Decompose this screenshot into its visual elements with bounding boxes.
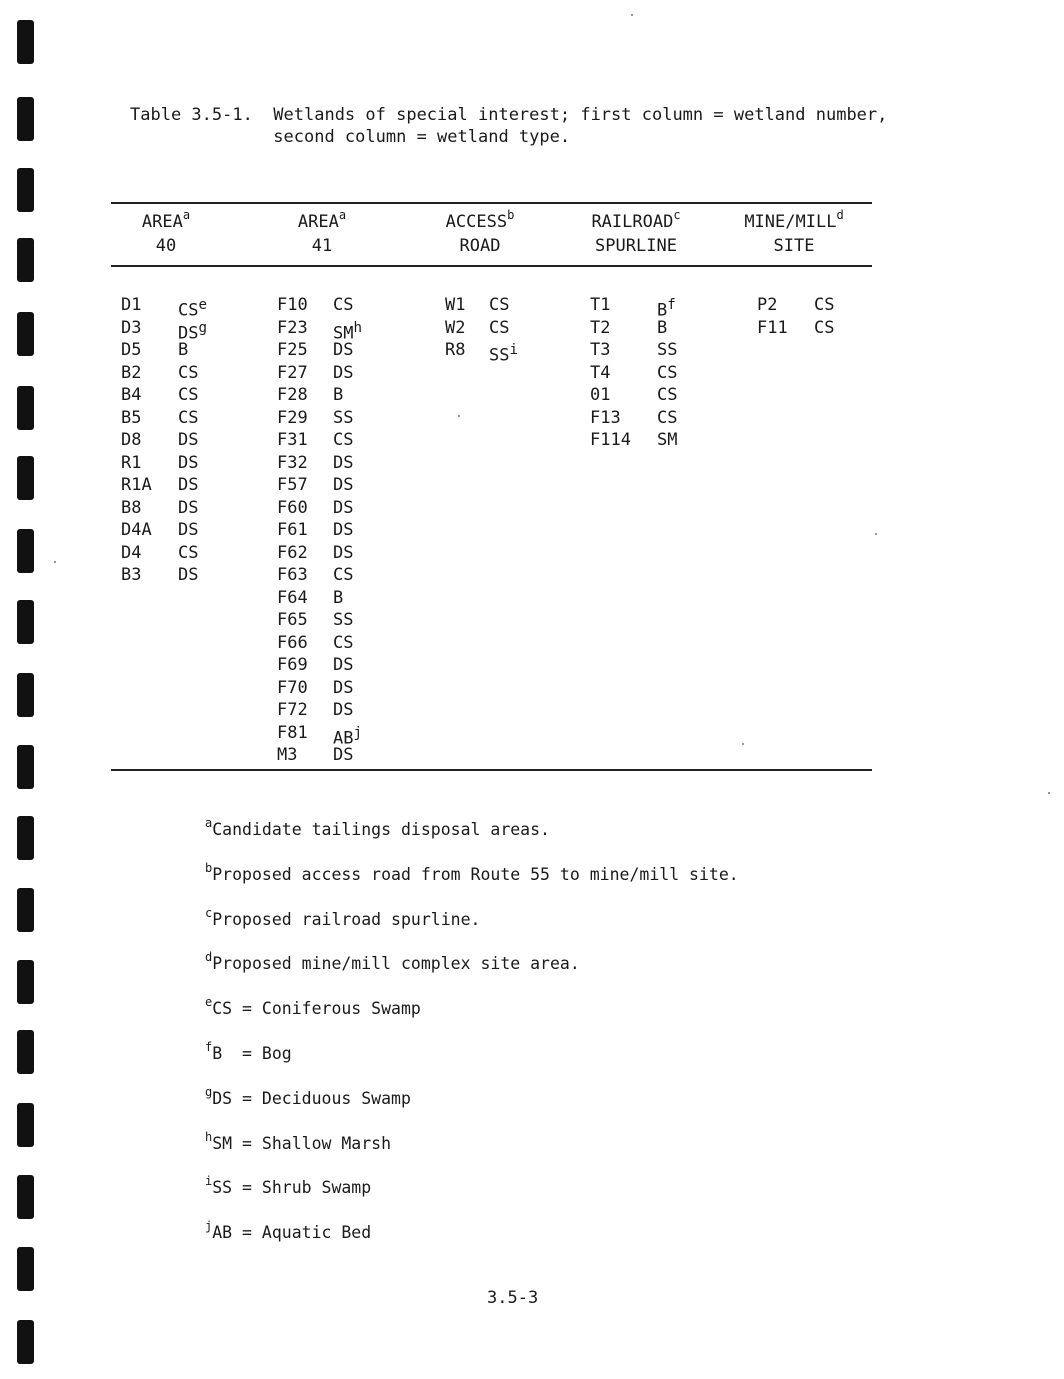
footnote-marker: h [353, 319, 363, 336]
wetland-type: CS [657, 407, 678, 428]
wetland-type: SS [657, 340, 678, 360]
wetland-type: DS [333, 452, 354, 473]
header-mine-mill-site: MINE/MILL$^d$ SITE [744, 208, 844, 256]
wetland-type: DS [333, 745, 354, 765]
table-row [121, 362, 231, 385]
wetland-number: F11 [757, 317, 788, 338]
scan-speck [1048, 792, 1050, 794]
wetland-number: F63 [277, 565, 308, 585]
table-row [277, 362, 387, 385]
wetland-number: D3 [121, 317, 142, 338]
table-row [590, 294, 700, 321]
table-row [277, 339, 387, 362]
table-row [121, 407, 231, 430]
wetland-type: $B^f$ [657, 297, 676, 321]
header-rule [111, 265, 872, 267]
wetland-type: CS [333, 565, 354, 585]
footnote: $^j$AB = Aquatic Bed [205, 1219, 372, 1243]
scan-speck [875, 533, 877, 535]
table-row [277, 654, 387, 677]
table-row [277, 452, 387, 475]
table-row [277, 519, 387, 542]
caption-line-1: Table 3.5-1. Wetlands of special interest; first column = wetland number, [130, 105, 888, 125]
table-row [121, 294, 231, 321]
table-caption [130, 104, 887, 148]
binder-mark [17, 238, 34, 282]
wetland-type: CS [178, 407, 199, 428]
binder-mark [17, 312, 34, 356]
caption-line-2: second column = wetland type. [130, 127, 571, 147]
binder-mark [17, 1103, 34, 1147]
table-top-rule [111, 202, 872, 204]
column-area-40 [121, 294, 231, 587]
binder-mark [17, 1247, 34, 1291]
wetland-number: F66 [277, 632, 308, 653]
table-row [121, 564, 231, 587]
wetland-type: CS [814, 317, 835, 338]
table-row [445, 339, 545, 366]
table-row [121, 497, 231, 520]
table-row [121, 384, 231, 407]
scan-speck [631, 14, 633, 16]
wetland-type: CS [657, 362, 678, 383]
wetland-type: DS [178, 475, 199, 495]
wetland-number: F10 [277, 295, 308, 315]
table-row [277, 564, 387, 587]
footnote: $^f$B = Bog [205, 1040, 292, 1063]
wetland-type: CS [178, 362, 199, 383]
table-row [121, 339, 231, 362]
wetland-number: D4 [121, 542, 142, 563]
wetland-type: B [657, 317, 668, 338]
wetland-number: F61 [277, 520, 308, 540]
wetland-type: $SM^h$ [333, 319, 363, 344]
table-row [590, 362, 700, 385]
wetland-number: T1 [590, 295, 611, 315]
wetland-type: CS [333, 632, 354, 653]
wetland-number: F65 [277, 610, 308, 630]
wetland-type: B [178, 340, 189, 360]
wetland-type: DS [333, 497, 354, 518]
wetland-number: F60 [277, 497, 308, 518]
footnote-marker: i [509, 342, 519, 358]
wetland-number: F62 [277, 542, 308, 563]
wetland-number: F31 [277, 430, 308, 450]
footnote-marker: j [353, 724, 363, 741]
footnote: $^d$Proposed mine/mill complex site area. [205, 950, 580, 974]
binder-mark [17, 745, 34, 789]
table-bottom-rule [111, 769, 872, 771]
wetland-number: F29 [277, 407, 308, 428]
wetland-type: DS [333, 677, 354, 698]
table-row [757, 294, 857, 317]
wetland-number: D5 [121, 340, 142, 360]
table-row [277, 587, 387, 610]
scan-speck [742, 743, 744, 745]
wetland-number: F69 [277, 655, 308, 675]
wetland-number: B5 [121, 407, 142, 428]
header-area-40: AREA$^a$ 40 [141, 208, 191, 256]
wetland-type: CS [657, 385, 678, 405]
column-access-road [445, 294, 545, 366]
binder-mark [17, 97, 34, 141]
wetland-type: CS [814, 295, 835, 315]
wetland-type: DS [333, 475, 354, 495]
wetland-type: DS [178, 497, 199, 518]
wetland-number: R1A [121, 475, 152, 495]
wetland-number: F114 [590, 430, 631, 450]
table-row [277, 474, 387, 497]
table-row [121, 474, 231, 497]
wetland-type: $CS^e$ [178, 297, 208, 321]
table-row [445, 317, 545, 340]
footnote: $^b$Proposed access road from Route 55 to mine/mill site. [205, 860, 739, 884]
wetland-number: F64 [277, 587, 308, 608]
wetland-type: DS [333, 520, 354, 540]
table-row [277, 384, 387, 407]
wetland-type: CS [178, 542, 199, 563]
wetland-type: $AB^j$ [333, 724, 363, 749]
wetland-number: P2 [757, 295, 778, 315]
binder-mark [17, 168, 34, 212]
table-row [277, 609, 387, 632]
wetland-type: CS [333, 295, 354, 315]
table-row [445, 294, 545, 317]
wetland-number: F32 [277, 452, 308, 473]
wetland-number: F28 [277, 385, 308, 405]
scan-speck [458, 415, 460, 417]
binder-mark [17, 1320, 34, 1364]
wetland-number: W2 [445, 317, 466, 338]
wetland-number: M3 [277, 745, 298, 765]
wetland-type: CS [489, 317, 510, 338]
wetland-number: F13 [590, 407, 621, 428]
table-row [277, 632, 387, 655]
wetland-type: DS [333, 542, 354, 563]
footnote-marker: g [198, 319, 208, 336]
table-row [590, 339, 700, 362]
wetland-number: B3 [121, 565, 142, 585]
wetland-number: D1 [121, 295, 142, 315]
table-row [590, 407, 700, 430]
binder-mark [17, 673, 34, 717]
table-row [590, 429, 700, 452]
binder-mark [17, 1030, 34, 1074]
footnote-marker: e [198, 297, 208, 313]
table-row [277, 407, 387, 430]
table-row [121, 452, 231, 475]
wetland-number: R1 [121, 452, 142, 473]
wetland-type: DS [178, 430, 199, 450]
page-number: 3.5-3 [487, 1288, 539, 1308]
table-row [121, 542, 231, 565]
table-row [590, 317, 700, 340]
table-row [590, 384, 700, 407]
wetland-type: SS [333, 610, 354, 630]
wetland-number: R8 [445, 340, 466, 360]
header-area-41: AREA$^a$ 41 [297, 208, 347, 256]
table-row [277, 497, 387, 520]
table-row [277, 294, 387, 317]
binder-mark [17, 600, 34, 644]
wetland-type: DS [178, 565, 199, 585]
footnote-marker: f [667, 297, 676, 313]
wetland-type: DS [178, 520, 199, 540]
wetland-type: $DS^g$ [178, 319, 208, 344]
footnote: $^a$Candidate tailings disposal areas. [205, 816, 550, 839]
footnote: $^g$DS = Deciduous Swamp [205, 1084, 411, 1108]
column-mine-mill-site [757, 294, 857, 339]
binder-mark [17, 888, 34, 932]
binder-mark [17, 1175, 34, 1219]
scan-speck [54, 561, 56, 563]
wetland-number: 01 [590, 385, 611, 405]
binder-mark [17, 386, 34, 430]
binder-mark [17, 20, 34, 64]
wetland-number: F70 [277, 677, 308, 698]
table-row [121, 429, 231, 452]
binder-mark [17, 960, 34, 1004]
wetland-number: B2 [121, 362, 142, 383]
table-row [277, 317, 387, 344]
wetland-type: DS [333, 362, 354, 383]
binder-mark [17, 456, 34, 500]
header-access-road: ACCESS$^b$ ROAD [445, 208, 515, 256]
wetland-type: B [333, 587, 344, 608]
footnote: $^e$CS = Coniferous Swamp [205, 995, 421, 1019]
wetland-number: F27 [277, 362, 308, 383]
table-row [277, 542, 387, 565]
wetland-type: DS [333, 655, 354, 675]
table-row [121, 317, 231, 344]
binder-mark [17, 816, 34, 860]
wetland-type: CS [333, 430, 354, 450]
table-row [277, 722, 387, 749]
wetland-type: CS [489, 295, 510, 315]
wetland-number: F57 [277, 475, 308, 495]
wetland-number: F81 [277, 722, 308, 743]
column-area-41 [277, 294, 387, 767]
column-railroad-spurline [590, 294, 700, 452]
wetland-number: F23 [277, 317, 308, 338]
footnote: $^i$SS = Shrub Swamp [205, 1174, 372, 1198]
wetland-type: DS [333, 700, 354, 720]
table-row [277, 699, 387, 722]
wetland-number: F72 [277, 700, 308, 720]
wetland-type: DS [333, 340, 354, 360]
wetland-type: CS [178, 385, 199, 405]
wetland-type: SS [333, 407, 354, 428]
wetland-number: W1 [445, 295, 466, 315]
wetland-type: $SS^i$ [489, 342, 519, 366]
header-railroad-spurline: RAILROAD$^c$ SPURLINE [591, 208, 681, 256]
wetland-type: SM [657, 430, 678, 450]
table-row [277, 429, 387, 452]
wetland-number: D4A [121, 520, 152, 540]
wetland-number: F25 [277, 340, 308, 360]
wetland-type: DS [178, 452, 199, 473]
footnote: $^h$SM = Shallow Marsh [205, 1129, 392, 1153]
wetland-number: B8 [121, 497, 142, 518]
wetland-number: D8 [121, 430, 142, 450]
binder-mark [17, 529, 34, 573]
wetland-number: T4 [590, 362, 611, 383]
table-row [277, 677, 387, 700]
table-row [757, 317, 857, 340]
wetland-type: B [333, 385, 344, 405]
wetland-number: T2 [590, 317, 611, 338]
table-row [277, 744, 387, 767]
wetland-number: B4 [121, 385, 142, 405]
footnote: $^c$Proposed railroad spurline. [205, 905, 481, 929]
wetland-number: T3 [590, 340, 611, 360]
table-row [121, 519, 231, 542]
